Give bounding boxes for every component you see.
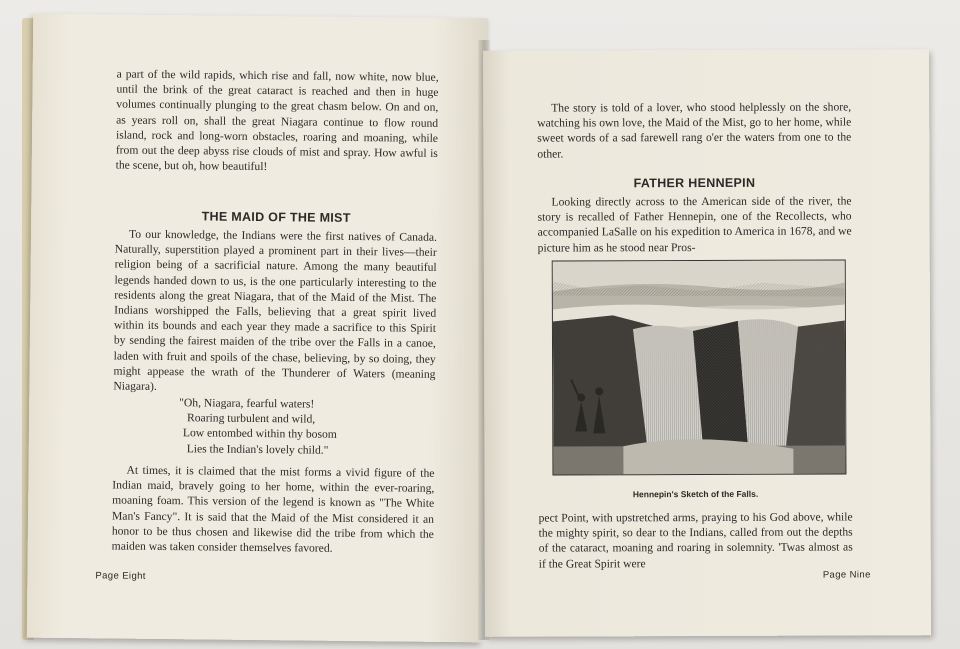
paragraph-legend: To our knowledge, the Indians were the first natives of Canada. Naturally, superstition played a prominent part in their lives—their religion being of a sacrificial nature. Among the many beautiful legends handed down to us, is the one particularly interesting to the residents along the great Niagara, that of the Maid of the Mist. The Indians worshipped the Falls, believing that a great spirit lived within its bounds and each year they made a sacrifice to this Spirit by sending the fairest maiden of the tribe over the Falls in a canoe, laden with fruit and spoils of the chase, believing, by so doing, they might appease the wrath of the Thunderer of Waters (meaning Niagara).	[113, 227, 438, 393]
heading-father-hennepin: FATHER HENNEPIN	[633, 175, 756, 191]
falls-engraving	[553, 261, 846, 475]
poem-verse	[179, 395, 338, 457]
paragraph-white-mans-fancy: At times, it is claimed that the mist forms a vivid figure of the Indian maid, bravely going to her home, within the ever-roaring, moaning foam. This version of the legend is known as "The White Man's Fancy". It is said that the Maid of the Mist considered it an honor to be thus chosen and likewise did the tribe from which the maiden was taken consider themselves favored.	[111, 463, 435, 555]
paragraph-lover: The story is told of a lover, who stood helplessly on the shore, watching his own love, the Maid of the Mist, go to her home, while sweet words of a sad farewell rang o'er the waters from one to the other.	[537, 100, 852, 161]
illustration-caption: Hennepin's Sketch of the Falls.	[632, 488, 759, 500]
left-page	[27, 14, 489, 643]
page-number-right: Page Nine	[822, 569, 871, 581]
right-page	[483, 49, 931, 637]
poem-line: "Oh, Niagara, fearful waters!	[179, 396, 315, 411]
paragraph-hennepin: Looking directly across to the American side of the river, the story is recalled of Father Hennepin, one of the Recollects, who accompanied LaSalle on his expedition to America in 1678, and we picture him as he stood near Pros-	[537, 194, 852, 255]
heading-maid-of-the-mist: THE MAID OF THE MIST	[201, 209, 351, 225]
poem-line: Roaring turbulent and wild,	[186, 411, 316, 426]
paragraph-prospect-point: pect Point, with upstretched arms, praying to his God above, while the mighty spirit, so dear to the Indians, called from out the depths of the cataract, moaning and roaring in solemnity. 'Twas almost as if the Great Spirit were	[538, 510, 853, 571]
hennepin-falls-illustration	[552, 260, 847, 476]
poem-line: Lies the Indian's lovely child."	[186, 441, 329, 457]
paragraph-wild-rapids: a part of the wild rapids, which rise and fall, now white, now blue, until the brink of the great cataract is reached and then in huge volumes continually plunging to the great chasm below. On and on, as years roll on, shall the great Niagara continue to flow round island, rock and long-worn obstacles, roaring and moaning, while from out the deep abyss rise clouds of mist and spray. How awful is the scene, but oh, how beautiful!	[115, 67, 439, 174]
poem-line: Low entombed within thy bosom	[182, 426, 337, 442]
page-number-left: Page Eight	[95, 570, 146, 582]
